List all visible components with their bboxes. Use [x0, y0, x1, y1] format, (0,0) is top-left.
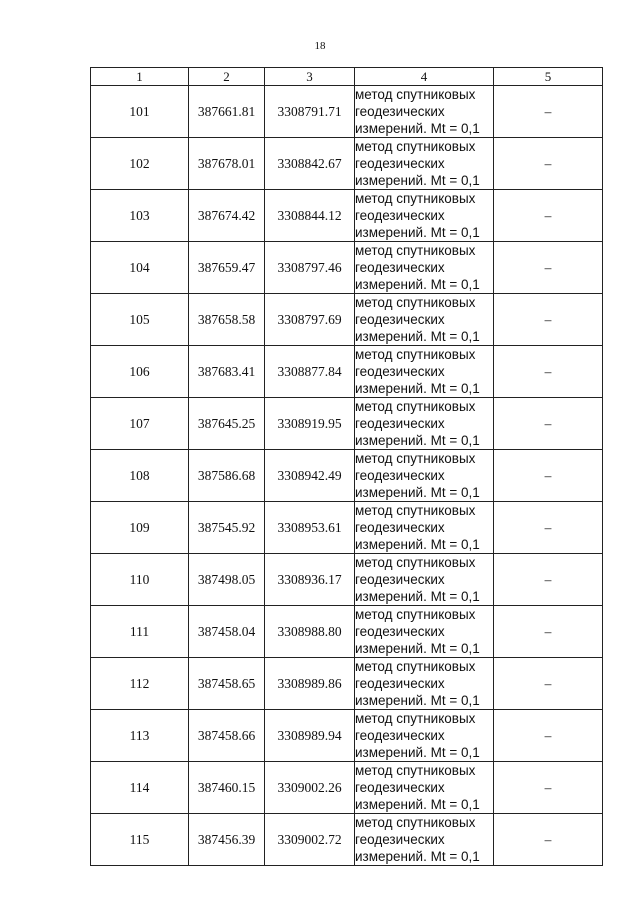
point-number-cell: 114	[91, 762, 189, 814]
method-text-line: метод спутниковых	[355, 139, 476, 154]
x-coordinate-cell: 387458.66	[189, 710, 265, 762]
method-text-line: метод спутниковых	[355, 659, 476, 674]
method-text-line: геодезических	[355, 104, 445, 119]
y-coordinate-cell: 3308989.94	[265, 710, 355, 762]
method-cell	[355, 86, 494, 138]
table-row	[91, 346, 603, 398]
method-text-line: метод спутниковых	[355, 191, 476, 206]
x-coordinate-cell: 387674.42	[189, 190, 265, 242]
table-body	[91, 86, 603, 866]
method-text-line: геодезических	[355, 780, 445, 795]
point-number-cell: 112	[91, 658, 189, 710]
column-header-1: 1	[91, 68, 189, 86]
x-coordinate-cell: 387498.05	[189, 554, 265, 606]
column-header-3: 3	[265, 68, 355, 86]
y-coordinate-cell: 3308942.49	[265, 450, 355, 502]
method-text-line: геодезических	[355, 676, 445, 691]
method-cell	[355, 762, 494, 814]
note-cell: –	[494, 242, 603, 294]
point-number-cell: 108	[91, 450, 189, 502]
method-cell	[355, 554, 494, 606]
x-coordinate-cell: 387458.65	[189, 658, 265, 710]
coordinates-table	[90, 67, 603, 866]
method-text-line: измерений. Mt = 0,1	[355, 745, 480, 760]
method-text-line: геодезических	[355, 624, 445, 639]
x-coordinate-cell: 387545.92	[189, 502, 265, 554]
note-cell: –	[494, 138, 603, 190]
method-cell	[355, 710, 494, 762]
x-coordinate-cell: 387645.25	[189, 398, 265, 450]
y-coordinate-cell: 3308877.84	[265, 346, 355, 398]
method-cell	[355, 398, 494, 450]
x-coordinate-cell: 387586.68	[189, 450, 265, 502]
method-text-line: измерений. Mt = 0,1	[355, 277, 480, 292]
point-number-cell: 113	[91, 710, 189, 762]
y-coordinate-cell: 3309002.72	[265, 814, 355, 866]
method-cell	[355, 658, 494, 710]
method-text-line: геодезических	[355, 364, 445, 379]
method-text-line: измерений. Mt = 0,1	[355, 381, 480, 396]
x-coordinate-cell: 387659.47	[189, 242, 265, 294]
method-text-line: геодезических	[355, 832, 445, 847]
method-text-line: измерений. Mt = 0,1	[355, 121, 480, 136]
method-text-line: геодезических	[355, 572, 445, 587]
point-number-cell: 107	[91, 398, 189, 450]
table-row	[91, 138, 603, 190]
note-cell: –	[494, 658, 603, 710]
table-row	[91, 450, 603, 502]
method-text-line: метод спутниковых	[355, 607, 476, 622]
y-coordinate-cell: 3308797.69	[265, 294, 355, 346]
method-text-line: геодезических	[355, 208, 445, 223]
method-text-line: метод спутниковых	[355, 295, 476, 310]
point-number-cell: 109	[91, 502, 189, 554]
y-coordinate-cell: 3308919.95	[265, 398, 355, 450]
note-cell: –	[494, 294, 603, 346]
note-cell: –	[494, 606, 603, 658]
method-text-line: измерений. Mt = 0,1	[355, 225, 480, 240]
method-text-line: метод спутниковых	[355, 451, 476, 466]
point-number-cell: 110	[91, 554, 189, 606]
method-cell	[355, 190, 494, 242]
point-number-cell: 101	[91, 86, 189, 138]
method-text-line: метод спутниковых	[355, 399, 476, 414]
x-coordinate-cell: 387458.04	[189, 606, 265, 658]
table-row	[91, 814, 603, 866]
method-text-line: измерений. Mt = 0,1	[355, 849, 480, 864]
note-cell: –	[494, 710, 603, 762]
table-row	[91, 710, 603, 762]
y-coordinate-cell: 3308989.86	[265, 658, 355, 710]
method-text-line: измерений. Mt = 0,1	[355, 329, 480, 344]
column-header-2: 2	[189, 68, 265, 86]
method-cell	[355, 138, 494, 190]
point-number-cell: 104	[91, 242, 189, 294]
table-row	[91, 294, 603, 346]
note-cell: –	[494, 554, 603, 606]
method-text-line: геодезических	[355, 416, 445, 431]
method-text-line: измерений. Mt = 0,1	[355, 797, 480, 812]
x-coordinate-cell: 387460.15	[189, 762, 265, 814]
method-cell	[355, 450, 494, 502]
column-header-5: 5	[494, 68, 603, 86]
method-text-line: метод спутниковых	[355, 503, 476, 518]
method-text-line: измерений. Mt = 0,1	[355, 693, 480, 708]
table-row	[91, 190, 603, 242]
method-text-line: измерений. Mt = 0,1	[355, 641, 480, 656]
method-text-line: геодезических	[355, 156, 445, 171]
note-cell: –	[494, 190, 603, 242]
method-text-line: измерений. Mt = 0,1	[355, 433, 480, 448]
table-header-row	[91, 68, 603, 86]
note-cell: –	[494, 762, 603, 814]
method-text-line: геодезических	[355, 520, 445, 535]
table-row	[91, 554, 603, 606]
x-coordinate-cell: 387661.81	[189, 86, 265, 138]
method-cell	[355, 502, 494, 554]
y-coordinate-cell: 3308791.71	[265, 86, 355, 138]
y-coordinate-cell: 3308988.80	[265, 606, 355, 658]
method-text-line: геодезических	[355, 728, 445, 743]
page-number: 18	[314, 40, 326, 52]
method-cell	[355, 814, 494, 866]
note-cell: –	[494, 450, 603, 502]
x-coordinate-cell: 387678.01	[189, 138, 265, 190]
method-text-line: геодезических	[355, 260, 445, 275]
note-cell: –	[494, 814, 603, 866]
method-text-line: метод спутниковых	[355, 815, 476, 830]
method-cell	[355, 294, 494, 346]
y-coordinate-cell: 3308936.17	[265, 554, 355, 606]
note-cell: –	[494, 398, 603, 450]
method-cell	[355, 346, 494, 398]
y-coordinate-cell: 3308797.46	[265, 242, 355, 294]
point-number-cell: 106	[91, 346, 189, 398]
y-coordinate-cell: 3308953.61	[265, 502, 355, 554]
x-coordinate-cell: 387456.39	[189, 814, 265, 866]
x-coordinate-cell: 387658.58	[189, 294, 265, 346]
y-coordinate-cell: 3309002.26	[265, 762, 355, 814]
table-row	[91, 658, 603, 710]
method-cell	[355, 242, 494, 294]
table-row	[91, 762, 603, 814]
table-row	[91, 242, 603, 294]
point-number-cell: 105	[91, 294, 189, 346]
note-cell: –	[494, 86, 603, 138]
method-text-line: измерений. Mt = 0,1	[355, 485, 480, 500]
column-header-4: 4	[355, 68, 494, 86]
method-text-line: измерений. Mt = 0,1	[355, 173, 480, 188]
method-text-line: метод спутниковых	[355, 87, 476, 102]
method-text-line: метод спутниковых	[355, 711, 476, 726]
note-cell: –	[494, 346, 603, 398]
method-text-line: измерений. Mt = 0,1	[355, 537, 480, 552]
method-text-line: измерений. Mt = 0,1	[355, 589, 480, 604]
y-coordinate-cell: 3308842.67	[265, 138, 355, 190]
point-number-cell: 115	[91, 814, 189, 866]
method-cell	[355, 606, 494, 658]
table-row	[91, 86, 603, 138]
method-text-line: геодезических	[355, 312, 445, 327]
point-number-cell: 102	[91, 138, 189, 190]
table-row	[91, 606, 603, 658]
y-coordinate-cell: 3308844.12	[265, 190, 355, 242]
x-coordinate-cell: 387683.41	[189, 346, 265, 398]
table-row	[91, 398, 603, 450]
point-number-cell: 103	[91, 190, 189, 242]
method-text-line: геодезических	[355, 468, 445, 483]
method-text-line: метод спутниковых	[355, 763, 476, 778]
note-cell: –	[494, 502, 603, 554]
method-text-line: метод спутниковых	[355, 243, 476, 258]
table-row	[91, 502, 603, 554]
method-text-line: метод спутниковых	[355, 347, 476, 362]
method-text-line: метод спутниковых	[355, 555, 476, 570]
point-number-cell: 111	[91, 606, 189, 658]
